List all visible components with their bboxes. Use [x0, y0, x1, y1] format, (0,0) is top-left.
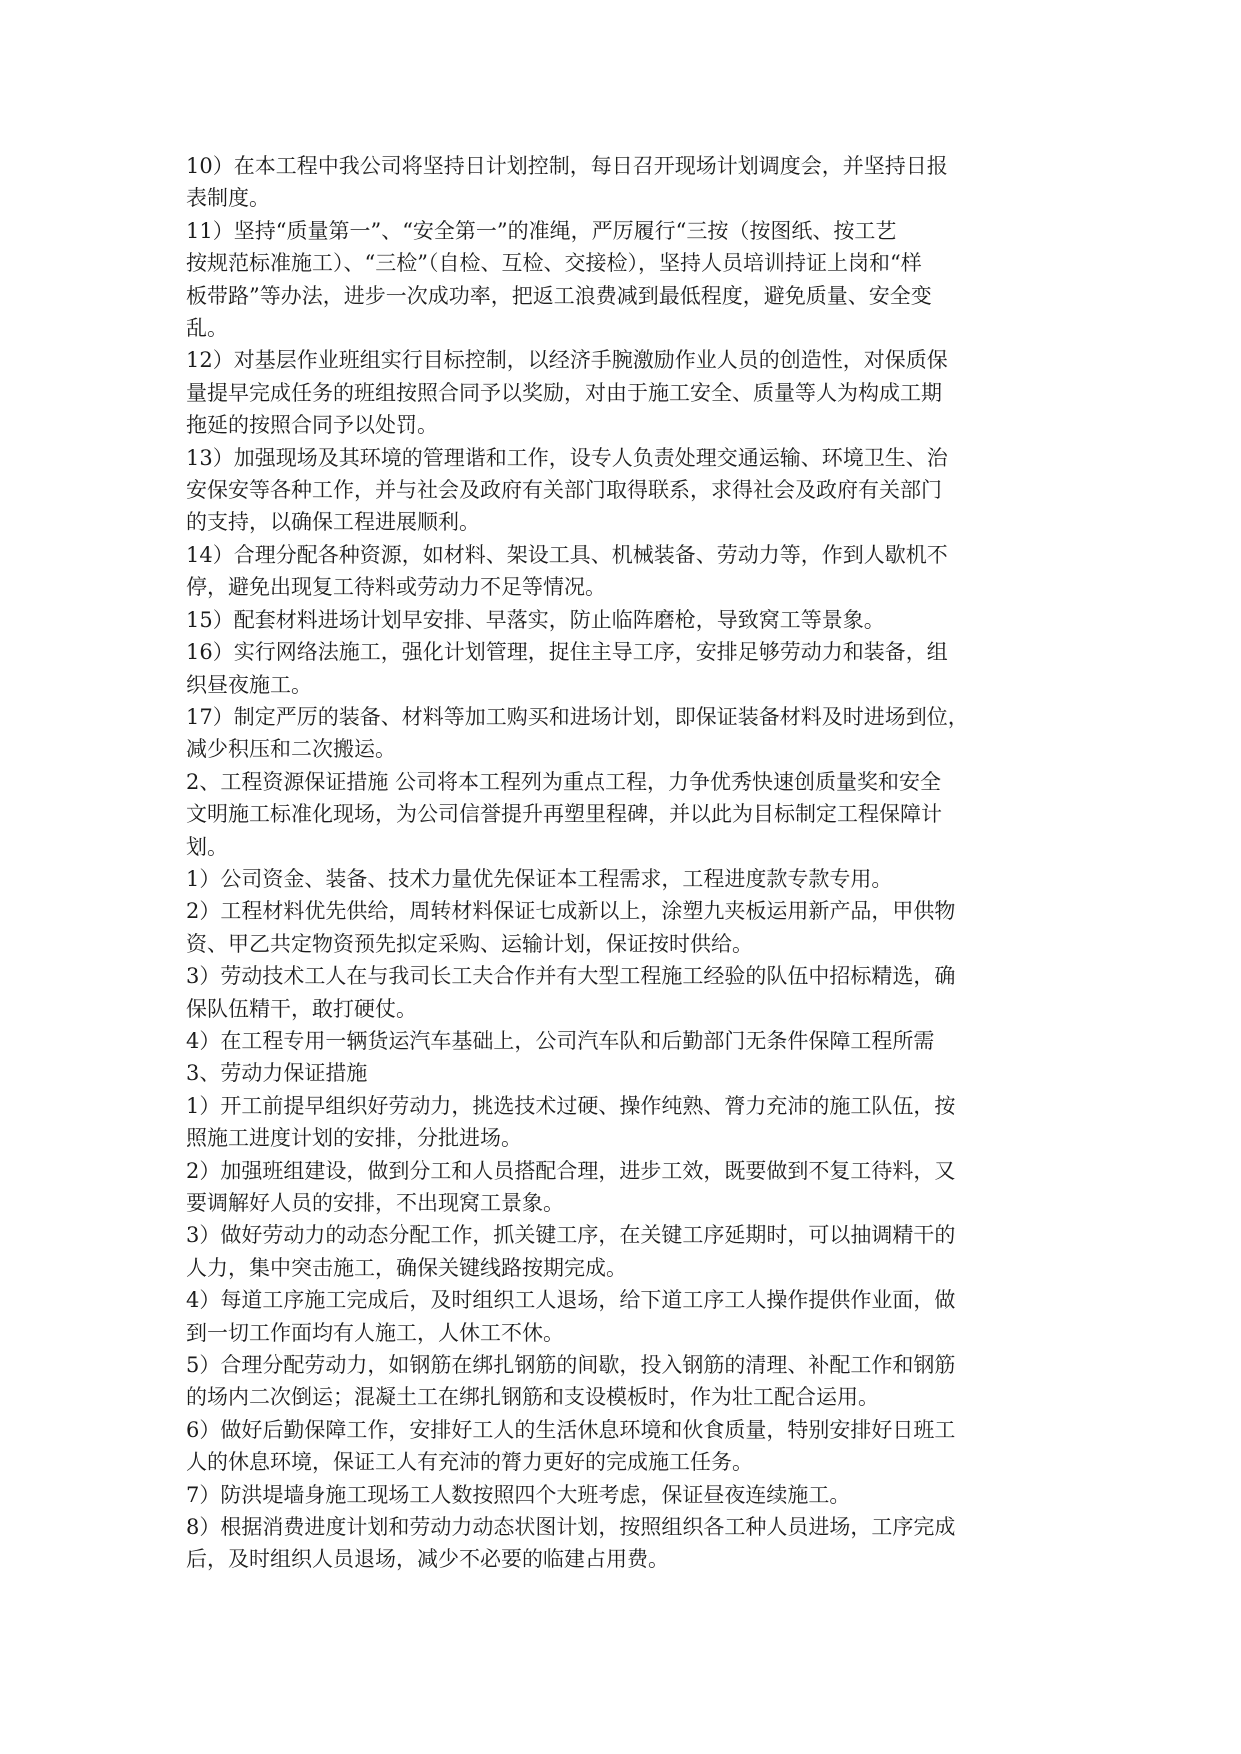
paragraph-17: 17）制定严厉的装备、材料等加工购买和进场计划，即保证装备材料及时进场到位， 减少积压和二次搬运。	[186, 704, 969, 762]
section-3-item-1: 1）开工前提早组织好劳动力，挑选技术过硬、操作纯熟、膂力充沛的施工队伍，按 照施工进度计划的安排，分批进场。	[186, 1093, 956, 1151]
section-3-item-3: 3）做好劳动力的动态分配工作，抓关键工序，在关键工序延期时，可以抽调精干的 人力，集中突击施工，确保关键线路按期完成。	[186, 1223, 956, 1280]
paragraph-16: 16）实行网络法施工，强化计划管理，捉住主导工序，安排足够劳动力和装备，组 织昼夜施工。	[186, 640, 948, 697]
section-2-item-4: 4）在工程专用一辆货运汽车基础上，公司汽车队和后勤部门无条件保障工程所需	[186, 1028, 935, 1053]
document-page	[186, 150, 1078, 1576]
section-2-item-1: 1）公司资金、装备、技术力量优先保证本工程需求，工程进度款专款专用。	[186, 866, 893, 891]
paragraph-11: 11）坚持“质量第一”、“安全第一”的准绳，严厉履行“三按（按图纸、按工艺 按规范标准施工）、“三检”（自检、互检、交接检），坚持人员培训持证上岗和“样 板带路”等办法，进步一次成功率，把返工浪费减到最低程度，避免质量、安全变 乱。	[186, 218, 932, 341]
section-3-item-7: 7）防洪堤墙身施工现场工人数按照四个大班考虑，保证昼夜连续施工。	[186, 1482, 851, 1507]
paragraph-13: 13）加强现场及其环境的管理谐和工作，设专人负责处理交通运输、环境卫生、治 安保安等各种工作，并与社会及政府有关部门取得联系，求得社会及政府有关部门 的支持，以确保工程进展顺利。	[186, 445, 948, 535]
section-2-item-3: 3）劳动技术工人在与我司长工夫合作并有大型工程施工经验的队伍中招标精选，确 保队伍精干，敢打硬仗。	[186, 964, 956, 1021]
paragraph-15: 15）配套材料进场计划早安排、早落实，防止临阵磨枪，导致窝工等景象。	[186, 607, 885, 632]
paragraph-12: 12）对基层作业班组实行目标控制，以经济手腕激励作业人员的创造性，对保质保 量提早完成任务的班组按照合同予以奖励，对由于施工安全、质量等人为构成工期 拖延的按照合同予以处罚。	[186, 348, 948, 438]
section-2-heading: 2、工程资源保证措施 公司将本工程列为重点工程，力争优秀快速创质量奖和安全 文明施工标准化现场，为公司信誉提升再塑里程碑，并以此为目标制定工程保障计 划。	[186, 769, 942, 859]
section-3-item-5: 5）合理分配劳动力，如钢筋在绑扎钢筋的间歇，投入钢筋的清理、补配工作和钢筋 的场内二次倒运；混凝土工在绑扎钢筋和支设模板时，作为壮工配合运用。	[186, 1353, 956, 1410]
section-3-item-6: 6）做好后勤保障工作，安排好工人的生活休息环境和伙食质量，特别安排好日班工 人的休息环境，保证工人有充沛的膂力更好的完成施工任务。	[186, 1417, 956, 1475]
section-3-item-2: 2）加强班组建设，做到分工和人员搭配合理，进步工效，既要做到不复工待料，又 要调解好人员的安排，不出现窝工景象。	[186, 1158, 956, 1215]
section-3-item-4: 4）每道工序施工完成后，及时组织工人退场，给下道工序工人操作提供作业面，做 到一切工作面均有人施工，人休工不休。	[186, 1288, 956, 1345]
section-3-heading: 3、劳动力保证措施	[186, 1061, 368, 1086]
section-2-item-2: 2）工程材料优先供给，周转材料保证七成新以上，涂塑九夹板运用新产品，甲供物 资、甲乙共定物资预先拟定采购、运输计划，保证按时供给。	[186, 899, 956, 956]
paragraph-14: 14）合理分配各种资源，如材料、架设工具、机械装备、劳动力等，作到人歇机不 停，避免出现复工待料或劳动力不足等情况。	[186, 542, 948, 600]
paragraph-10: 10）在本工程中我公司将坚持日计划控制，每日召开现场计划调度会，并坚持日报 表制度。	[186, 154, 948, 211]
section-3-item-8: 8）根据消费进度计划和劳动力动态状图计划，按照组织各工种人员进场，工序完成 后，及时组织人员退场，减少不必要的临建占用费。	[186, 1515, 956, 1572]
